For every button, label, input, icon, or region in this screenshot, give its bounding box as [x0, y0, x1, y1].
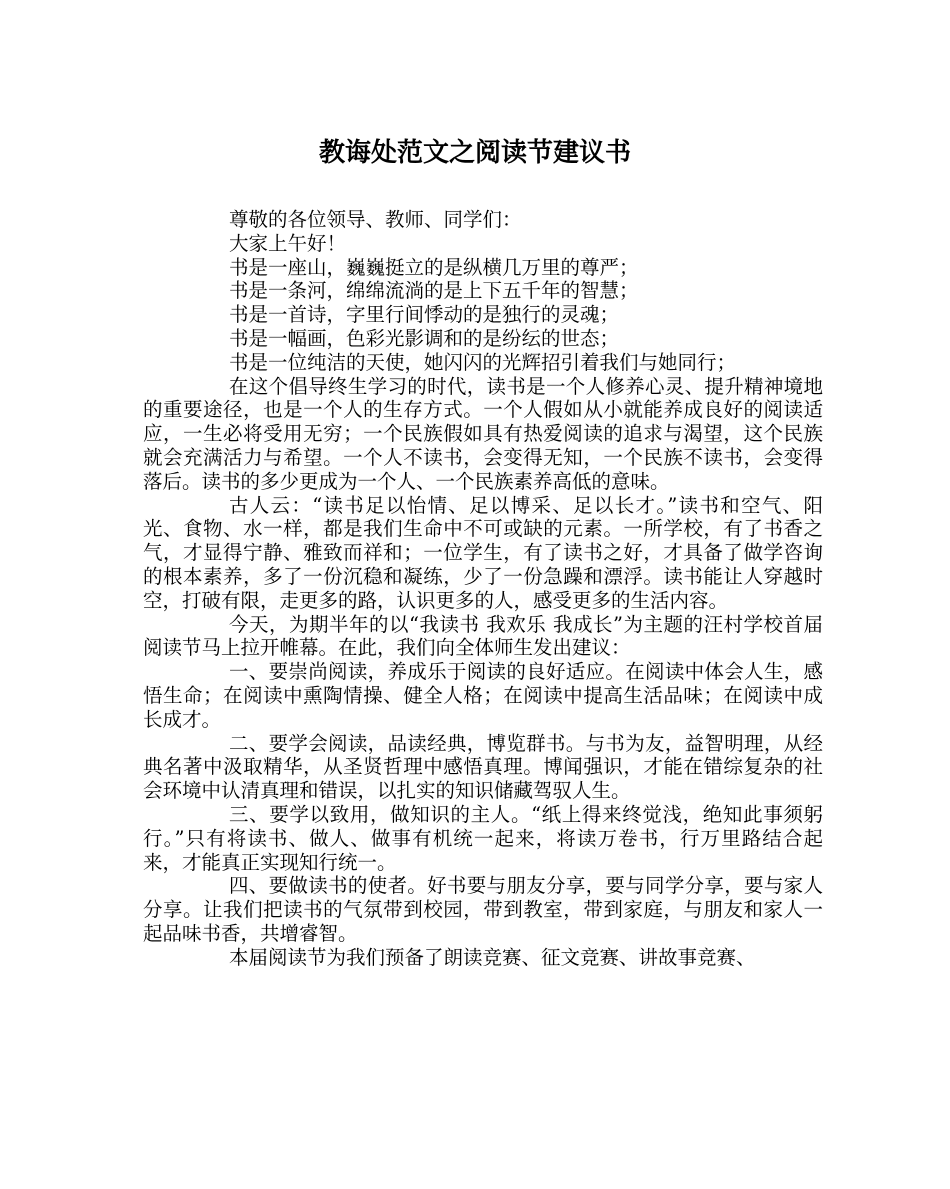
- paragraph-book-painting: 书是一幅画，色彩光影调和的是纷纭的世态；: [229, 326, 620, 350]
- paragraph-book-river: 书是一条河，绵绵流淌的是上下五千年的智慧；: [229, 279, 639, 303]
- paragraph-proposal-2: 二、要学会阅读，品读经典，博览群书。与书为友，益智明理，从经典名著中汲取精华，从圣贤哲理中感悟真理。博闻强识，才能在错综复杂的社会环境中认清真理和错误，以扎实的知识储藏驾驭人生。: [143, 731, 823, 803]
- paragraph-ancients-say: 古人云：“读书足以怡情、足以博采、足以长才。”读书和空气、阳光、食物、水一样，都是我们生命中不可或缺的元素。一所学校，有了书香之气，才显得宁静、雅致而祥和；一位学生，有了读书之好，才具备了做学咨询的根本素养，多了一份沉稳和凝练，少了一份急躁和漂浮。读书能让人穿越时空，打破有限，走更多的路，认识更多的人，感受更多的生活内容。: [143, 493, 823, 612]
- paragraph-proposal-1: 一、要崇尚阅读，养成乐于阅读的良好适应。在阅读中体会人生，感悟生命；在阅读中熏陶情操、健全人格；在阅读中提高生活品味；在阅读中成长成才。: [143, 660, 823, 731]
- paragraph-lifelong-learning: 在这个倡导终生学习的时代，读书是一个人修养心灵、提升精神境地的重要途径，也是一个人的生存方式。一个人假如从小就能养成良好的阅读适应，一生必将受用无穷；一个民族假如具有热爱阅读的追求与渴望，这个民族就会充满活力与希望。一个人不读书，会变得无知，一个民族不读书，会变得落后。读书的多少更成为一个人、一个民族素养高低的意味。: [143, 374, 823, 493]
- paragraph-today: 今天，为期半年的以“我读书 我欢乐 我成长”为主题的汪村学校首届阅读节马上拉开帷幕。在此，我们向全体师生发出建议：: [143, 612, 823, 660]
- paragraph-greeting: 大家上午好！: [229, 231, 347, 255]
- paragraph-book-angel: 书是一位纯洁的天使，她闪闪的光辉招引着我们与她同行；: [229, 350, 737, 374]
- document-body: [143, 208, 823, 970]
- paragraph-proposal-3: 三、要学以致用，做知识的主人。“纸上得来终觉浅，绝知此事须躬行。”只有将读书、做人、做事有机统一起来，将读万卷书，行万里路结合起来，才能真正实现知行统一。: [143, 802, 823, 874]
- paragraph-book-mountain: 书是一座山，巍巍挺立的是纵横几万里的尊严；: [229, 255, 639, 279]
- paragraph-salutation: 尊敬的各位领导、教师、同学们：: [229, 208, 522, 231]
- paragraph-festival-activities: 本届阅读节为我们预备了朗读竞赛、征文竞赛、讲故事竞赛、: [229, 945, 756, 969]
- paragraph-proposal-4: 四、要做读书的使者。好书要与朋友分享，要与同学分享，要与家人分享。让我们把读书的气氛带到校园，带到教室，带到家庭，与朋友和家人一起品味书香，共增睿智。: [143, 874, 823, 945]
- paragraph-book-poem: 书是一首诗，字里行间悸动的是独行的灵魂；: [229, 303, 620, 327]
- document-title: 教诲处范文之阅读节建议书: [318, 138, 631, 168]
